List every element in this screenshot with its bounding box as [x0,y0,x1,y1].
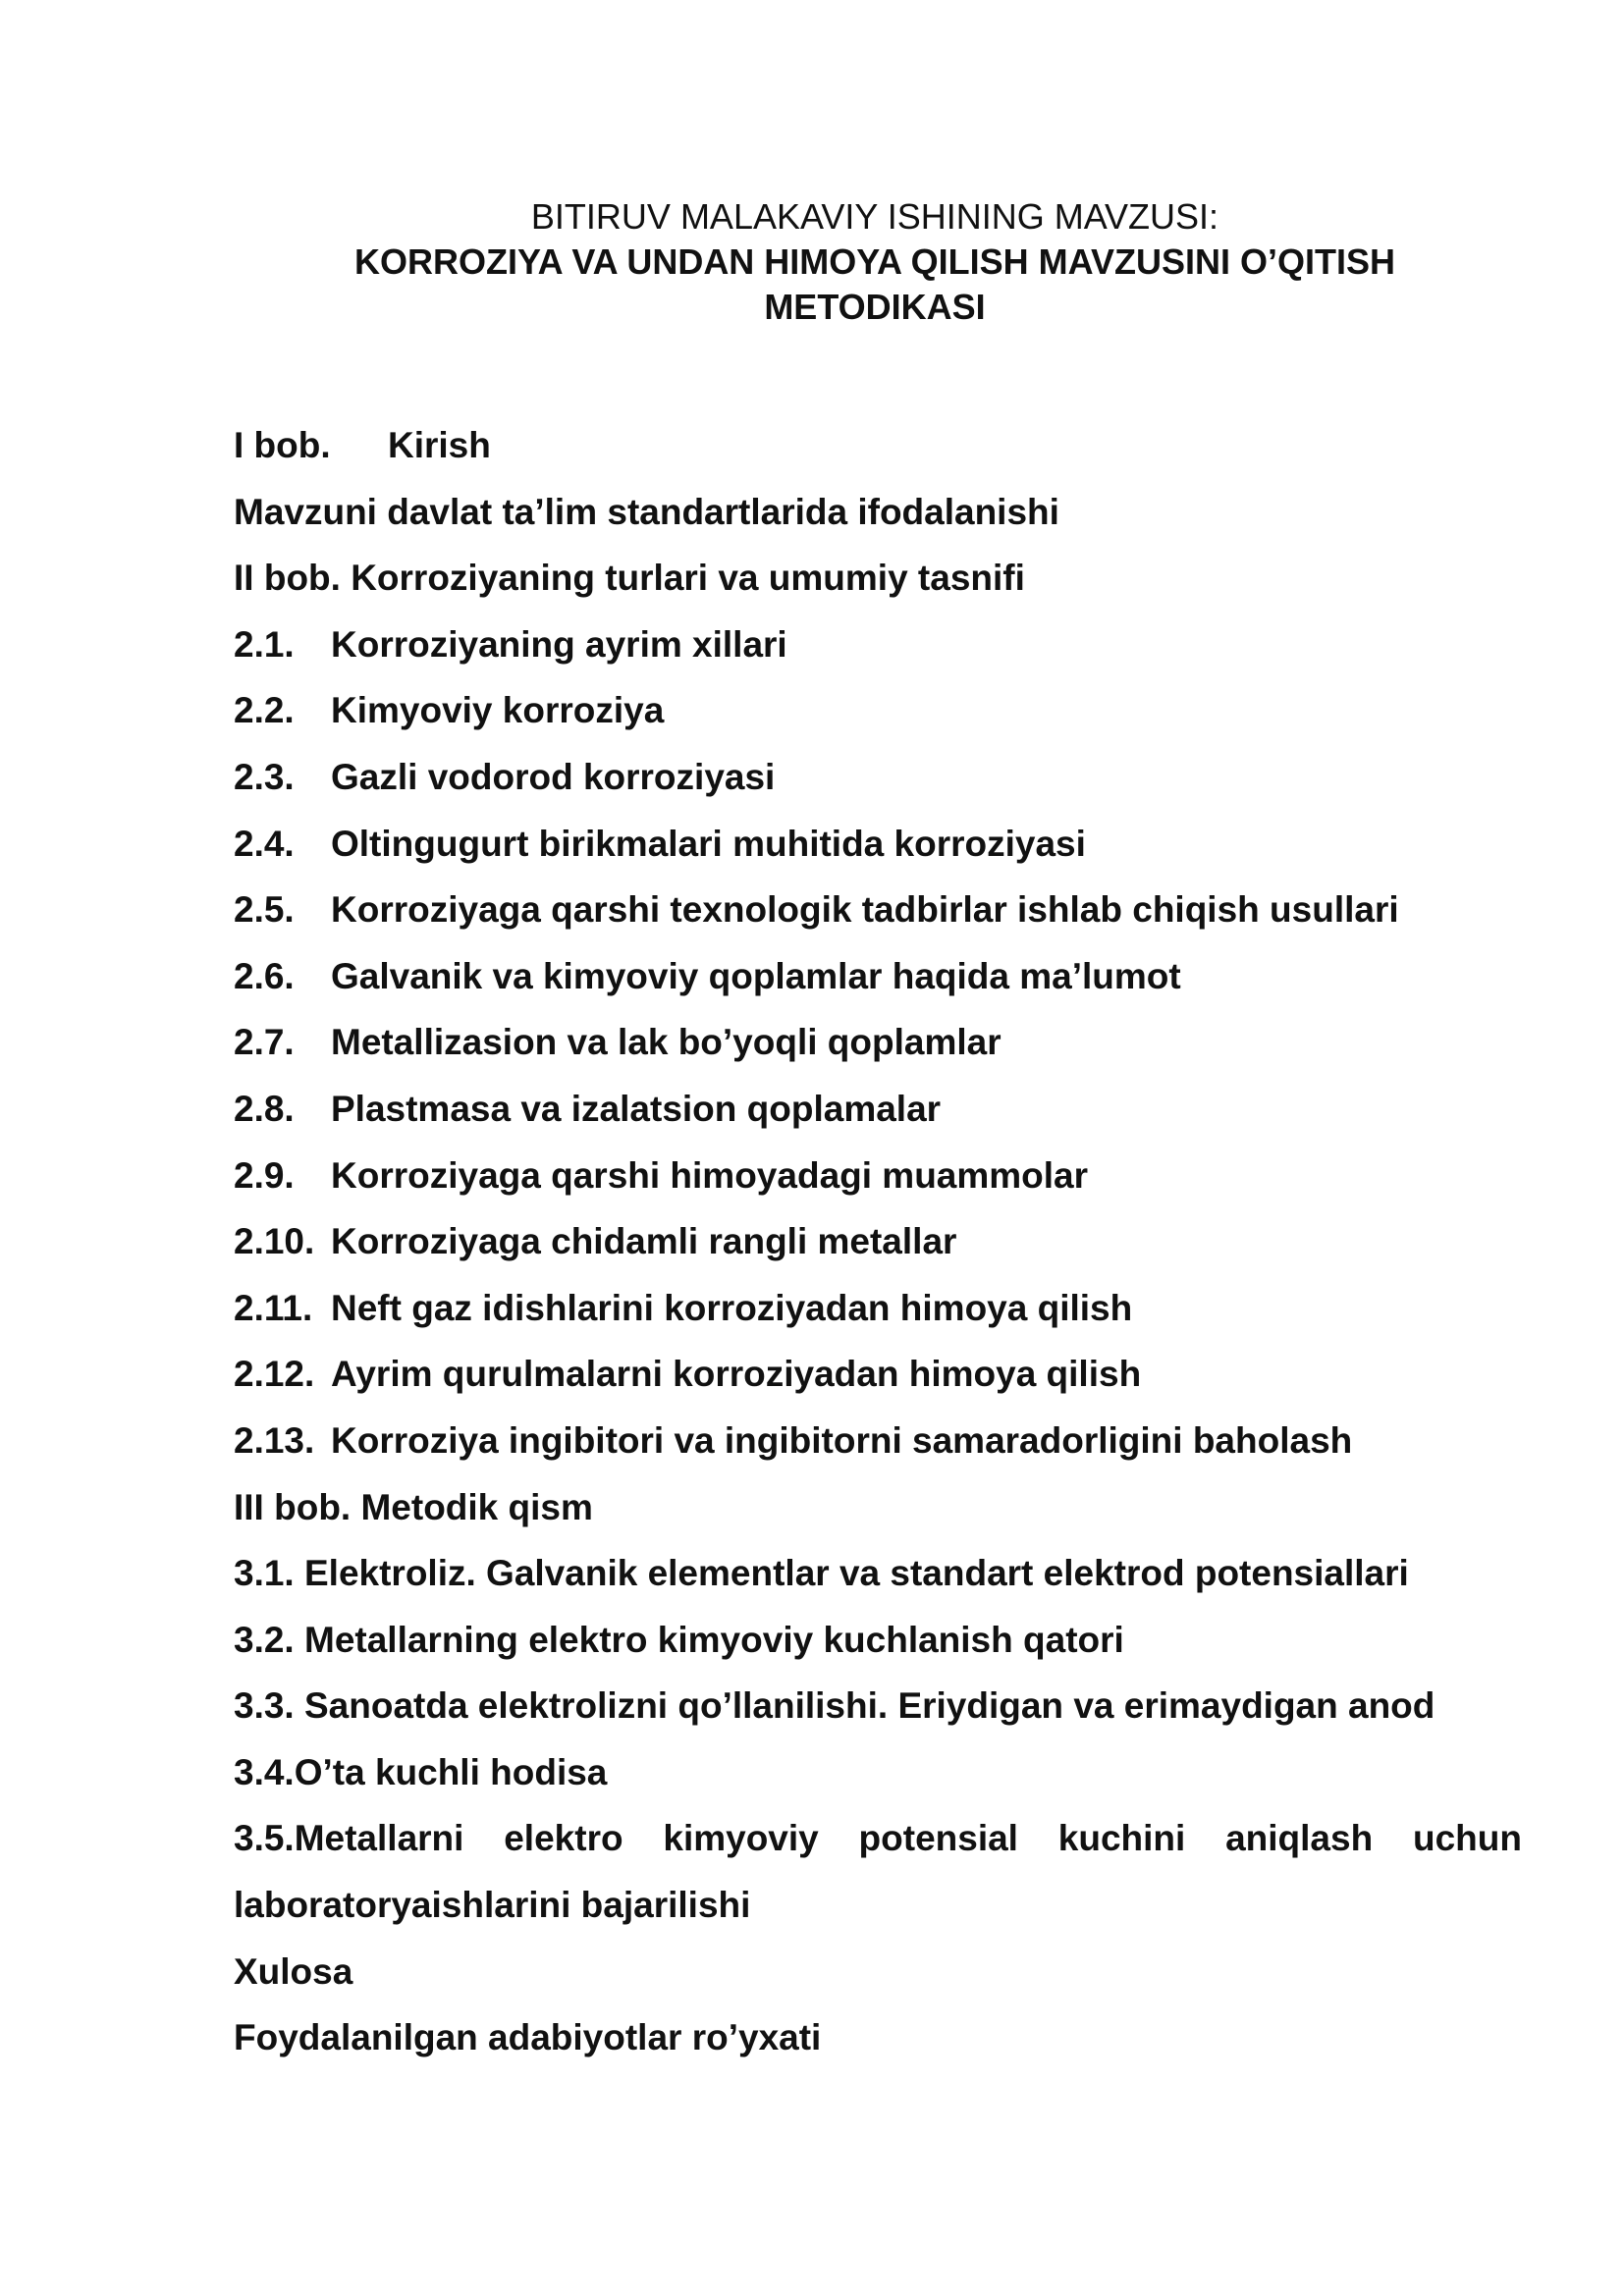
toc-text: II bob. Korroziyaning turlari va umumiy tasnifi [234,558,1025,599]
toc-entry [234,1351,1522,1417]
toc-entry [234,687,1522,754]
toc-number: 2.2. [234,690,295,731]
toc-entry [234,953,1522,1020]
toc-entry [234,1949,1522,2015]
toc-entry [234,489,1522,556]
toc-text: Kimyoviy korroziya [331,690,665,731]
toc-text: Xulosa [234,1950,353,1992]
toc-number: I bob. [234,425,331,465]
toc-number: 2.9. [234,1154,295,1196]
toc-entry [234,821,1522,887]
toc-number: 2.8. [234,1088,295,1129]
toc-entry [234,754,1522,821]
toc-number: 2.7. [234,1022,295,1063]
toc-text: Oltingugurt birikmalari muhitida korroziyasi [331,823,1086,864]
toc-text: laboratoryaishlarini bajarilishi [234,1885,751,1926]
toc-number: 2.6. [234,955,295,996]
toc-entry [234,555,1522,621]
toc-number: 2.12. [234,1354,315,1395]
toc-text: Foydalanilgan adabiyotlar ro’yxati [234,2017,822,2058]
toc-number: 2.10. [234,1221,315,1262]
toc-entry [234,621,1522,688]
toc-entry [234,1749,1522,1816]
toc-entry [234,1417,1522,1484]
toc-entry [234,1019,1522,1086]
toc-number: 2.5. [234,889,295,931]
title-line-2: KORROZIYA VA UNDAN HIMOYA QILISH MAVZUSINI O’QITISH [353,241,1396,282]
toc-entry [234,1484,1522,1551]
toc-text: Metallizasion va lak bo’yoqli qoplamlar [331,1022,1001,1063]
toc-text: 3.1. Elektroliz. Galvanik elementlar va standart elektrod potensiallari [234,1553,1409,1594]
toc-entry [234,422,1522,489]
toc-word: kimyoviy [663,1818,819,1859]
title-line-1: BITIRUV MALAKAVIY ISHINING MAVZUSI: [530,196,1219,237]
toc-entry [234,1882,1522,1949]
toc-text: 3.2. Metallarning elektro kimyoviy kuchlanish qatori [234,1619,1124,1660]
toc-text: III bob. Metodik qism [234,1486,593,1527]
toc-word: 3.5.Metallarni [234,1818,464,1859]
toc-entry [234,1285,1522,1352]
toc-word: elektro [504,1818,623,1859]
toc-text: Korroziyaga qarshi texnologik tadbirlar ishlab chiqish usullari [331,889,1399,931]
toc-text: Korroziyaga qarshi himoyadagi muammolar [331,1154,1089,1196]
title-line-3: METODIKASI [764,287,986,327]
toc-number: 2.1. [234,623,295,665]
toc-entry [234,1682,1522,1749]
document-title [0,194,1624,330]
toc-text: Korroziyaga chidamli rangli metallar [331,1221,957,1262]
toc-text: Korroziya ingibitori va ingibitorni samaradorligini baholash [331,1419,1353,1461]
toc-entry [234,1152,1522,1219]
toc-entry [234,1218,1522,1285]
toc-number: 2.3. [234,756,295,797]
toc-text: Ayrim qurulmalarni korroziyadan himoya qilish [331,1354,1142,1395]
toc-text: 3.4.O’ta kuchli hodisa [234,1751,608,1792]
toc-number: 2.13. [234,1419,315,1461]
toc-word: aniqlash [1225,1818,1374,1859]
toc-entry [234,1617,1522,1683]
table-of-contents [234,422,1522,2081]
toc-text: Galvanik va kimyoviy qoplamlar haqida ma’lumot [331,955,1181,996]
toc-entry [234,1086,1522,1152]
toc-entry-justified [234,1815,1522,1882]
toc-number: 2.4. [234,823,295,864]
toc-entry [234,2014,1522,2081]
toc-number: 2.11. [234,1287,313,1328]
toc-text: Kirish [388,425,491,465]
toc-entry [234,886,1522,953]
toc-text: 3.3. Sanoatda elektrolizni qo’llanilishi. Eriydigan va erimaydigan anod [234,1685,1435,1727]
toc-word: potensial [858,1818,1018,1859]
toc-text: Plastmasa va izalatsion qoplamalar [331,1088,942,1129]
toc-text: Gazli vodorod korroziyasi [331,756,776,797]
toc-word: kuchini [1057,1818,1186,1859]
toc-word: uchun [1413,1818,1522,1859]
toc-text: Neft gaz idishlarini korroziyadan himoya qilish [331,1287,1133,1328]
toc-entry [234,1550,1522,1617]
toc-text: Mavzuni davlat ta’lim standartlarida ifodalanishi [234,491,1059,532]
toc-text: Korroziyaning ayrim xillari [331,623,787,665]
